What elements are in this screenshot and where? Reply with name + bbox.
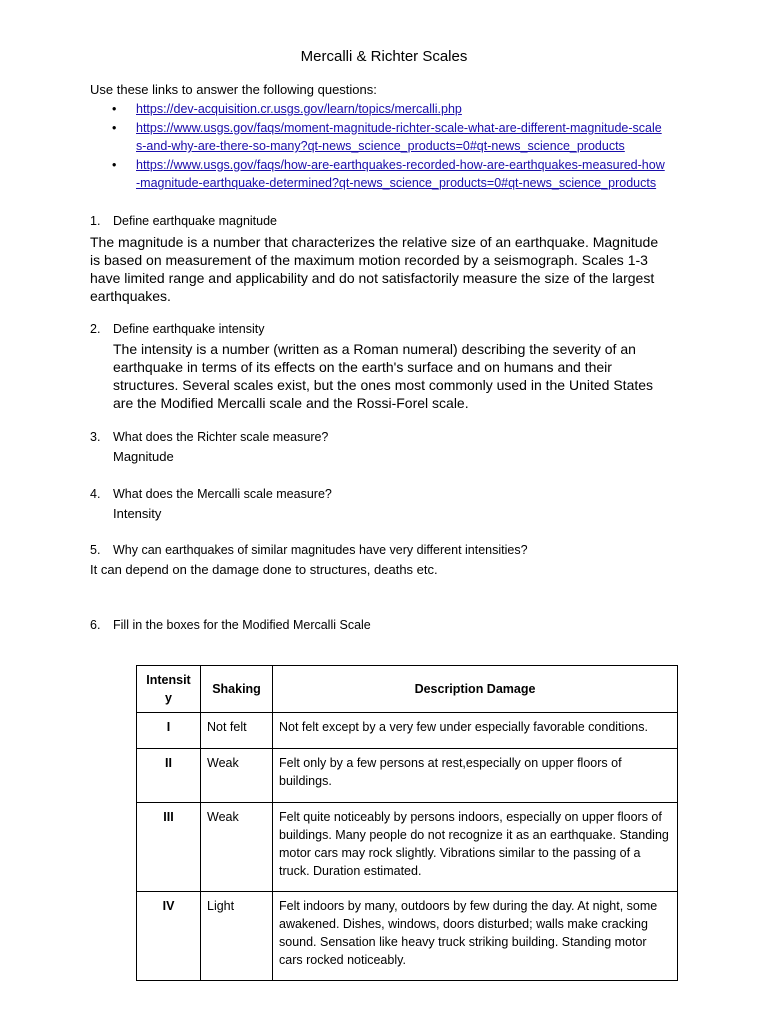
question-number: 1. — [90, 214, 101, 228]
question-text: Define earthquake intensity — [113, 322, 265, 336]
list-item — [112, 156, 666, 193]
column-header-description: Description Damage — [273, 666, 678, 713]
question-4 — [90, 487, 332, 501]
list-item — [112, 119, 666, 156]
link-recorded-faq[interactable]: • https://www.usgs.gov/faqs/how-are-earthquakes-recorded-how-are-earthquakes-measured-how-magnitude-earthquake-determined?qt-news_science_products=0#qt-news_science_products — [136, 157, 665, 190]
question-1 — [90, 214, 277, 228]
column-header-intensity: Intensity — [137, 666, 201, 713]
list-item — [112, 100, 666, 119]
shaking-cell: Light — [201, 892, 273, 981]
shaking-cell: Weak — [201, 803, 273, 892]
link-richter-faq[interactable]: • https://www.usgs.gov/faqs/moment-magnitude-richter-scale-what-are-different-magnitude-scales-and-why-are-there-so-many?qt-news_science_products=0#qt-news_science_products — [136, 120, 662, 153]
link-list — [112, 100, 666, 193]
question-text: Why can earthquakes of similar magnitudes have very different intensities? — [113, 543, 528, 557]
question-number: 4. — [90, 487, 101, 501]
shaking-cell: Weak — [201, 749, 273, 803]
table-header-row — [137, 666, 678, 713]
answer-3: Magnitude — [113, 449, 174, 464]
question-number: 5. — [90, 543, 101, 557]
question-5 — [90, 543, 528, 557]
question-text: Fill in the boxes for the Modified Mercalli Scale — [113, 618, 371, 632]
question-2 — [90, 322, 264, 336]
table-row — [137, 749, 678, 803]
question-number: 2. — [90, 322, 101, 336]
description-cell: Felt indoors by many, outdoors by few during the day. At night, some awakened. Dishes, windows, doors disturbed; walls make cracking sound. Sensation like heavy truck striking building. Standing motor cars rocked noticeably. — [273, 892, 678, 981]
question-number: 6. — [90, 618, 101, 632]
intro-text: Use these links to answer the following questions: — [90, 82, 377, 97]
intensity-cell: I — [137, 713, 201, 749]
description-cell: Not felt except by a very few under especially favorable conditions. — [273, 713, 678, 749]
column-header-shaking: Shaking — [201, 666, 273, 713]
question-3 — [90, 430, 328, 444]
question-text: What does the Richter scale measure? — [113, 430, 329, 444]
intensity-cell: IV — [137, 892, 201, 981]
question-6 — [90, 618, 371, 632]
intensity-cell: II — [137, 749, 201, 803]
shaking-cell: Not felt — [201, 713, 273, 749]
intensity-cell: III — [137, 803, 201, 892]
question-number: 3. — [90, 430, 101, 444]
answer-4: Intensity — [113, 506, 162, 521]
answer-2: The intensity is a number (written as a Roman numeral) describing the severity of an earthquake in terms of its effects on the earth's surface and on humans and their structures. Several scales exist, but the ones most commonly used in the United States are the Modified Mercalli scale and the Rossi-Forel scale. — [113, 341, 654, 411]
mercalli-table — [136, 665, 678, 981]
question-text: What does the Mercalli scale measure? — [113, 487, 332, 501]
description-cell: Felt quite noticeably by persons indoors, especially on upper floors of buildings. Many people do not recognize it as an earthquake. Standing motor cars may rock slightly. Vibrations similar to the passing of a truck. Duration estimated. — [273, 803, 678, 892]
link-mercalli[interactable]: • https://dev-acquisition.cr.usgs.gov/learn/topics/mercalli.php — [136, 102, 462, 116]
description-cell: Felt only by a few persons at rest,especially on upper floors of buildings. — [273, 749, 678, 803]
table-row — [137, 803, 678, 892]
table-row — [137, 892, 678, 981]
page-title: Mercalli & Richter Scales — [300, 48, 468, 65]
answer-1: The magnitude is a number that characterizes the relative size of an earthquake. Magnitude is based on measurement of the maximum motion recorded by a seismograph. Scales 1-3 have limited range and applicability and do not satisfactorily measure the size of the largest earthquakes. — [90, 234, 659, 304]
table-row — [137, 713, 678, 749]
question-text: Define earthquake magnitude — [113, 214, 278, 228]
answer-5: It can depend on the damage done to structures, deaths etc. — [90, 562, 438, 577]
